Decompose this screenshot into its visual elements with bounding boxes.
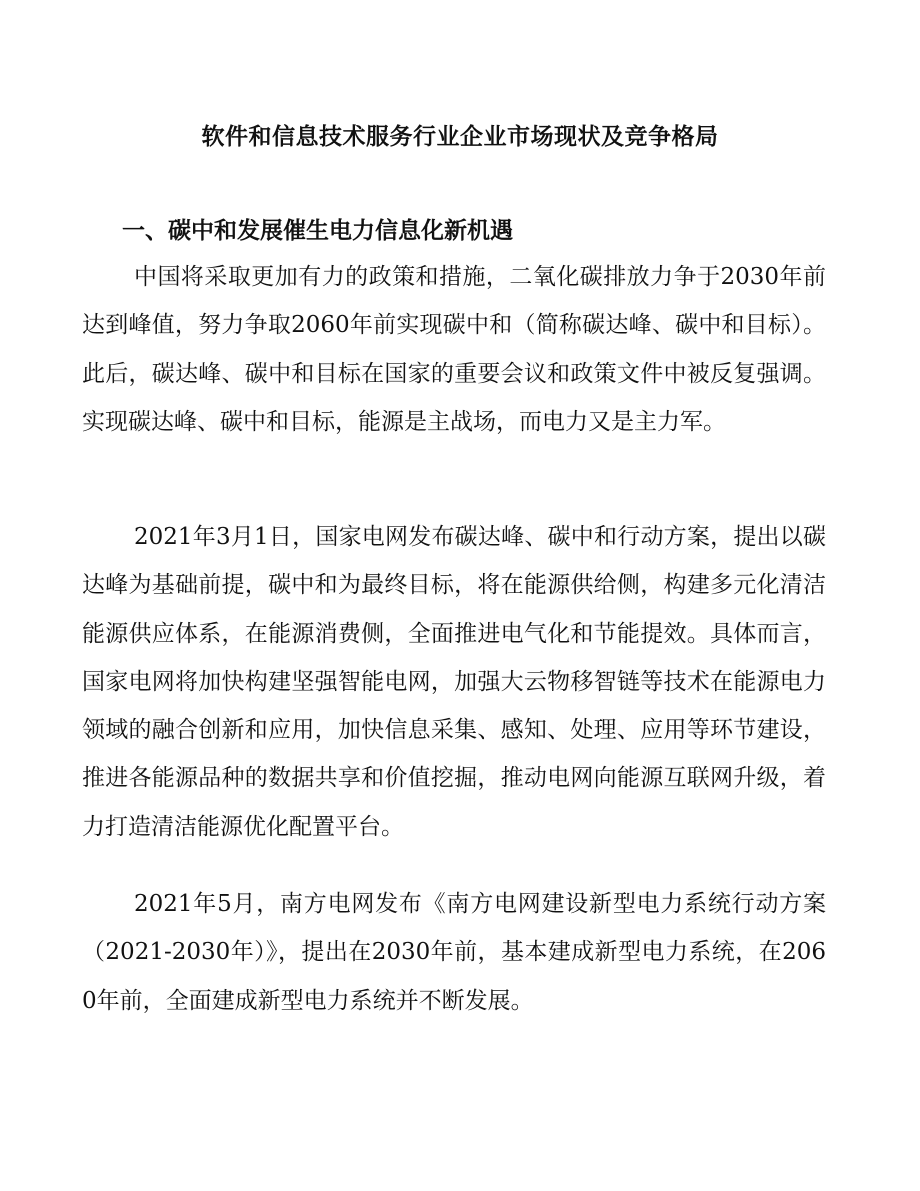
paragraph-state-grid-plan: 2021年3月1日，国家电网发布碳达峰、碳中和行动方案，提出以碳达峰为基础前提，碳中和为最终目标，将在能源供给侧，构建多元化清洁能源供应体系，在能源消费侧，全面推进电气化和节能提效。具体而言，国家电网将加快构建坚强智能电网，加强大云物移智链等技术在能源电力领域的融合创新和应用，加快信息采集、感知、处理、应用等环节建设，推进各能源品种的数据共享和价值挖掘，推动电网向能源互联网升级，着力打造清洁能源优化配置平台。 [82, 524, 826, 840]
document-title: 软件和信息技术服务行业企业市场现状及竞争格局 [201, 123, 719, 150]
section-heading: 一、碳中和发展催生电力信息化新机遇 [122, 217, 513, 244]
paragraph-southern-grid-plan: 2021年5月，南方电网发布《南方电网建设新型电力系统行动方案（2021-2030年）》，提出在2030年前，基本建成新型电力系统，在2060年前，全面建成新型电力系统并不断发展。 [82, 891, 826, 1014]
paragraph-carbon-neutrality-intro: 中国将采取更加有力的政策和措施，二氧化碳排放力争于2030年前达到峰值，努力争取2060年前实现碳中和（简称碳达峰、碳中和目标）。此后，碳达峰、碳中和目标在国家的重要会议和政策文件中被反复强调。实现碳达峰、碳中和目标，能源是主战场，而电力又是主力军。 [82, 264, 826, 435]
